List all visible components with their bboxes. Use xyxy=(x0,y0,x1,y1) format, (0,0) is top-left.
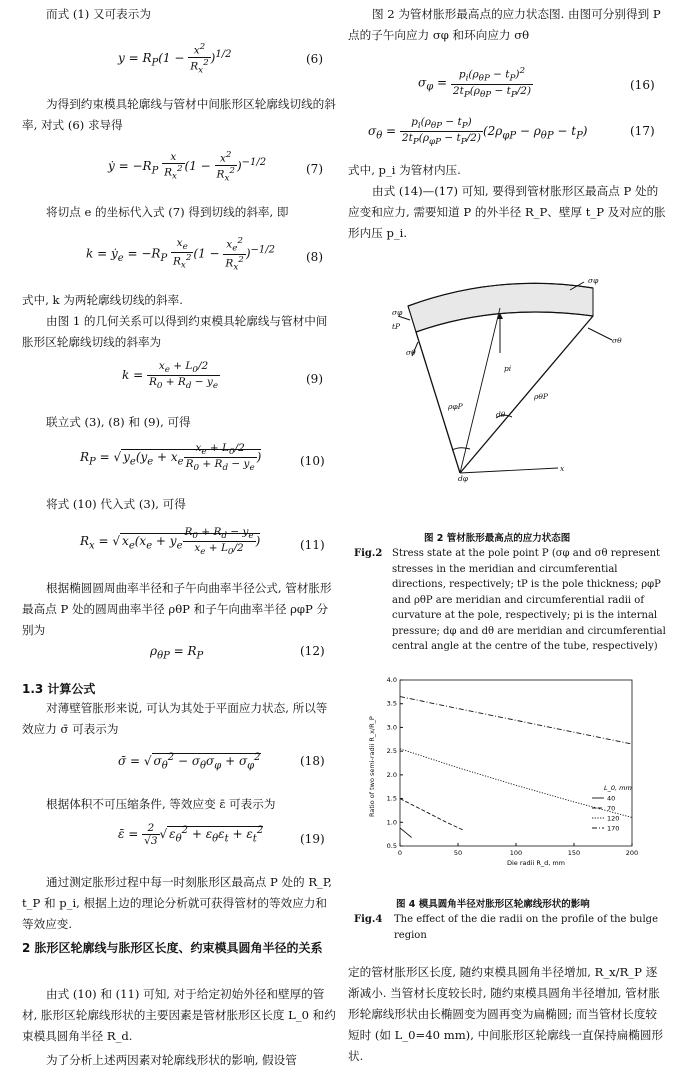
figure-4-caption-en: The effect of the die radii on the profile of the bulge region xyxy=(394,914,658,941)
label-sigma-phi-top: σφ xyxy=(588,276,599,285)
figure-4-label-en: Fig.4 xyxy=(354,914,383,925)
equation-11: $R_x$ = √ $x_e(x_e + y_e$ $\frac{R_0 + R_d - y_e}{x_e + L_0/2}$ ) xyxy=(80,526,261,558)
text-p12: 由式 (10) 和 (11) 可知, 对于给定初始外径和壁厚的管材, 胀形区轮廓线形状的主要因素是管材胀形区长度 L_0 和约束模具圆角半径 R_d. xyxy=(22,987,336,1043)
series-line-70 xyxy=(400,799,464,831)
series-line-170 xyxy=(400,697,632,744)
x-axis-label: Die radii R_d, mm xyxy=(506,859,566,867)
text-p4: 式中, k 为两轮廓线切线的斜率. xyxy=(22,293,183,307)
label-sigma-theta: σθ xyxy=(612,336,622,345)
legend-label-40: 40 xyxy=(607,794,616,803)
y-tick-label: 2.5 xyxy=(386,747,397,756)
equation-8-number: (8) xyxy=(306,250,323,264)
equation-18-number: (18) xyxy=(300,754,325,768)
equation-9-number: (9) xyxy=(306,372,323,386)
equation-17: $\sigma_\theta$ = $\frac{p_i(\rho_{\theta P} - t_P)}{2t_P(\rho_{\varphi P} - t_P/2)}$ $(2\rho_{\varphi P} - \rho_{\theta P} - t_P)$ xyxy=(368,116,588,148)
label-pi: pi xyxy=(504,364,512,373)
text-r4: 定的管材胀形区长度, 随约束模具圆角半径增加, R_x/R_P 逐渐减小. 当管材长度较长时, 随约束模具圆角半径增加, 管材胀形轮廓线形状由长椭圆变为圆再变为扁椭圆; 而当管材长度较短时 (如 L_0=40 mm), 中间胀形区轮廓线一直保持扁椭圆形状. xyxy=(348,965,664,1063)
figure-4-caption-zh: 图 4 模具圆角半径对胀形区轮廓线形状的影响 xyxy=(396,899,590,910)
y-tick-label: 2.0 xyxy=(386,770,397,779)
equation-6-number: (6) xyxy=(306,52,323,66)
label-rho-thetaP: ρθP xyxy=(534,392,548,401)
text-p11: 通过测定胀形过程中每一时刻胀形区最高点 P 处的 R_P, t_P 和 p_i, 根据上边的理论分析就可获得管材的等效应力和等效应变. xyxy=(22,875,332,931)
label-x: x xyxy=(560,464,565,473)
text-p6: 联立式 (3), (8) 和 (9), 可得 xyxy=(46,415,191,429)
x-tick-label: 50 xyxy=(453,849,463,857)
plot-frame xyxy=(400,680,632,846)
equation-18: σ̄ = √ $\sigma_\theta^2 - \sigma_\theta\sigma_\varphi + \sigma_\varphi^2$ xyxy=(118,752,261,772)
equation-19-number: (19) xyxy=(300,832,325,846)
equation-12: $\rho_{\theta P} = R_P$ xyxy=(150,644,204,662)
label-sigma-theta-lower: σθ xyxy=(406,348,416,357)
section-2-heading: 2 胀形区轮廓线与胀形区长度、约束模具圆角半径的关系 xyxy=(22,941,323,955)
equation-10: $R_P$ = √ $y_e(y_e + x_e$ $\frac{x_e + L_0/2}{R_0 + R_d - y_e}$ ) xyxy=(80,442,262,474)
figure-2-label-en: Fig.2 xyxy=(354,548,383,559)
equation-17-number: (17) xyxy=(630,124,655,138)
equation-7: ẏ = $-R_P$ $\frac{x}{R_x^2}$ (1 − $\frac{x^2}{R_x^2}$ )$^{-1/2}$ xyxy=(108,150,267,184)
text-p7: 将式 (10) 代入式 (3), 可得 xyxy=(46,497,186,511)
x-tick-label: 200 xyxy=(625,849,639,857)
equation-7-number: (7) xyxy=(306,162,323,176)
text-r2: 式中, p_i 为管材内压. xyxy=(348,163,461,177)
figure-2-caption-en: Stress state at the pole point P (σφ and σθ represent stresses in the meridian and circumferential directions, respectively; tP is the pole thickness; ρφP and ρθP are meridian and circumferential radii of curvature at the pole, respectively; pi is the internal pressure; dφ and dθ are meridian and circumferential central angle at the centre of the tube, respectively) xyxy=(392,548,666,652)
section-1-3-heading: 1.3 计算公式 xyxy=(22,682,96,696)
text-p1: 而式 (1) 又可表示为 xyxy=(46,7,151,21)
x-tick-label: 0 xyxy=(397,849,403,857)
legend-label-170: 170 xyxy=(607,824,620,833)
y-tick-label: 4.0 xyxy=(386,676,397,684)
text-p8: 根据椭圆圆周曲率半径和子午向曲率半径公式, 管材胀形最高点 P 处的圆周曲率半径 ρθP 和子午向曲率半径 ρφP 分别为 xyxy=(22,581,332,637)
equation-6: $y = R_P(1$ − $\frac{x^2}{R_x^2}$ )$^{1/2}$ xyxy=(118,42,232,76)
equation-10-number: (10) xyxy=(300,454,325,468)
y-tick-label: 3.0 xyxy=(386,723,397,732)
text-p13: 为了分析上述两因素对轮廓线形状的影响, 假设管 xyxy=(46,1053,297,1067)
label-dphi: dφ xyxy=(458,474,469,483)
label-sigma-phi-left: σφ xyxy=(392,308,403,317)
text-r3: 由式 (14)—(17) 可知, 要得到管材胀形区最高点 P 处的应变和应力, 需要知道 P 的外半径 R_P、壁厚 t_P 及对应的胀形内压 p_i. xyxy=(348,184,666,240)
equation-8: k = ẏ$_e$ = $-R_P$ $\frac{x_e}{R_x^2}$ (1 − $\frac{x_e^2}{R_x^2}$ )$^{-1/2}$ xyxy=(86,236,276,273)
y-tick-label: 1.5 xyxy=(386,794,397,803)
label-tp: tP xyxy=(392,322,401,331)
text-p10: 根据体积不可压缩条件, 等效应变 ε̄ 可表示为 xyxy=(46,797,276,811)
text-p3: 将切点 e 的坐标代入式 (7) 得到切线的斜率, 即 xyxy=(46,205,289,219)
figure-4-chart xyxy=(368,676,658,876)
legend-label-70: 70 xyxy=(607,804,616,813)
y-axis-label: Ratio of two semi-radii R_x/R_P xyxy=(368,716,376,818)
equation-16-number: (16) xyxy=(630,78,655,92)
legend-title: L_0, mm xyxy=(604,784,632,792)
equation-19: ε̄ = $\frac{2}{√3}$ √ $\varepsilon_\theta^2 + \varepsilon_\theta\varepsilon_t + \varepsilon_t^2$ xyxy=(118,822,264,847)
text-r1: 图 2 为管材胀形最高点的应力状态图. 由图可分别得到 P 点的子午向应力 σφ 和环向应力 σθ xyxy=(348,7,661,42)
y-tick-label: 1.0 xyxy=(386,818,397,827)
equation-9: k = $\frac{x_e + L_0/2}{R_0 + R_d - y_e}$ xyxy=(122,360,219,392)
y-tick-label: 0.5 xyxy=(386,842,397,850)
equation-16: $\sigma_\varphi$ = $\frac{p_i(\rho_{\theta P} - t_P)^2}{2t_P(\rho_{\theta P} - t_P/2)}$ xyxy=(418,66,532,100)
text-p2: 为得到约束模具轮廓线与管材中间胀形区轮廓线切线的斜率, 对式 (6) 求导得 xyxy=(22,97,336,132)
text-p5: 由图 1 的几何关系可以得到约束模具轮廓线与管材中间胀形区轮廓线切线的斜率为 xyxy=(22,314,328,349)
series-line-40 xyxy=(400,828,412,838)
x-tick-label: 100 xyxy=(509,849,523,857)
series-line-120 xyxy=(400,749,632,818)
legend-label-120: 120 xyxy=(607,814,620,823)
text-p9: 对薄壁管胀形来说, 可认为其处于平面应力状态, 所以等效应力 σ̄ 可表示为 xyxy=(22,701,328,736)
x-tick-label: 150 xyxy=(567,849,581,857)
figure-2-caption-zh: 图 2 管材胀形最高点的应力状态图 xyxy=(424,533,571,544)
equation-11-number: (11) xyxy=(300,538,325,552)
label-dtheta: dθ xyxy=(496,410,506,419)
y-tick-label: 3.5 xyxy=(386,699,397,708)
figure-2-diagram xyxy=(388,268,638,498)
equation-12-number: (12) xyxy=(300,644,325,658)
label-rho-phiP: ρφP xyxy=(448,402,463,411)
